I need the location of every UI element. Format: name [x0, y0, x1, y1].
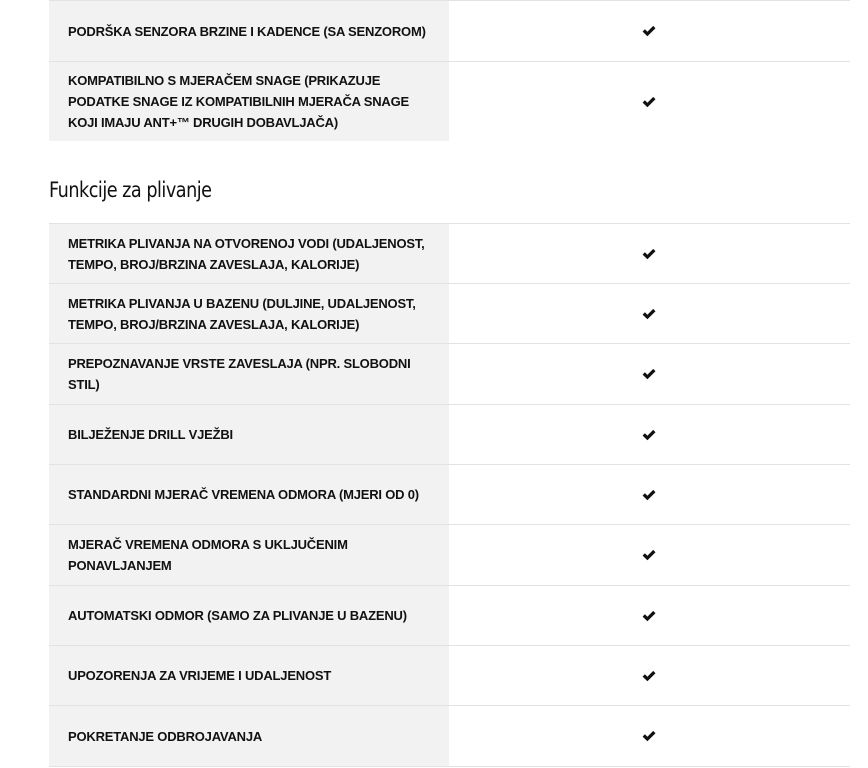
feature-label: POKRETANJE ODBROJAVANJA	[68, 728, 263, 744]
section-title: Funkcije za plivanje	[49, 178, 212, 202]
feature-label-cell	[49, 62, 449, 141]
feature-value-cell	[449, 525, 850, 585]
table-row	[49, 705, 850, 766]
feature-label-cell	[49, 706, 449, 766]
checkmark-icon	[642, 96, 656, 108]
specs-table-continued	[49, 0, 850, 141]
feature-label-cell	[49, 224, 449, 283]
feature-value-cell	[449, 405, 850, 464]
table-row	[49, 343, 850, 404]
feature-label-cell	[49, 344, 449, 404]
table-row	[49, 464, 850, 524]
feature-label: UPOZORENJA ZA VRIJEME I UDALJENOST	[68, 668, 332, 683]
feature-label-cell	[49, 284, 449, 343]
feature-label: STANDARDNI MJERAČ VREMENA ODMORA (MJERI OD 0)	[68, 487, 419, 502]
checkmark-icon	[642, 670, 656, 682]
feature-value-cell	[449, 465, 850, 524]
feature-label-cell	[49, 646, 449, 705]
table-row	[49, 524, 850, 585]
checkmark-icon	[642, 368, 656, 380]
table-row	[49, 283, 850, 343]
checkmark-icon	[642, 248, 656, 260]
feature-value-cell	[449, 1, 850, 61]
feature-label: METRIKA PLIVANJA NA OTVORENOJ VODI (UDALJENOST, TEMPO, BROJ/BRZINA ZAVESLAJA, KALORIJE)	[68, 235, 425, 272]
feature-label: AUTOMATSKI ODMOR (SAMO ZA PLIVANJE U BAZENU)	[68, 608, 407, 623]
feature-label-cell	[49, 586, 449, 645]
feature-label: PODRŠKA SENZORA BRZINE I KADENCE (SA SENZOROM)	[68, 23, 426, 39]
feature-value-cell	[449, 62, 850, 141]
checkmark-icon	[642, 730, 656, 742]
checkmark-icon	[642, 308, 656, 320]
table-row	[49, 61, 850, 141]
feature-value-cell	[449, 224, 850, 283]
feature-label-cell	[49, 405, 449, 464]
feature-value-cell	[449, 646, 850, 705]
checkmark-icon	[642, 610, 656, 622]
swim-features-table	[49, 223, 850, 768]
feature-label-cell	[49, 465, 449, 524]
checkmark-icon	[642, 25, 656, 37]
table-row	[49, 404, 850, 464]
feature-value-cell	[449, 706, 850, 766]
feature-label: PREPOZNAVANJE VRSTE ZAVESLAJA (NPR. SLOBODNI STIL)	[68, 356, 411, 392]
table-row	[49, 585, 850, 645]
feature-value-cell	[449, 586, 850, 645]
checkmark-icon	[642, 549, 656, 561]
table-row	[49, 645, 850, 705]
table-row	[49, 223, 850, 283]
feature-value-cell	[449, 284, 850, 343]
feature-label-cell	[49, 1, 449, 61]
table-row	[49, 0, 850, 61]
feature-label: MJERAČ VREMENA ODMORA S UKLJUČENIM PONAVLJANJEM	[68, 537, 348, 573]
feature-value-cell	[449, 344, 850, 404]
checkmark-icon	[642, 429, 656, 441]
feature-label: METRIKA PLIVANJA U BAZENU (DULJINE, UDALJENOST, TEMPO, BROJ/BRZINA ZAVESLAJA, KALORIJE)	[68, 295, 416, 332]
feature-label-cell	[49, 525, 449, 585]
feature-label: BILJEŽENJE DRILL VJEŽBI	[68, 427, 233, 442]
checkmark-icon	[642, 489, 656, 501]
feature-label: KOMPATIBILNO S MJERAČEM SNAGE (PRIKAZUJE PODATKE SNAGE IZ KOMPATIBILNIH MJERAČA SNAGE KOJI IMAJU ANT+™ DRUGIH DOBAVLJAČA)	[68, 73, 410, 130]
